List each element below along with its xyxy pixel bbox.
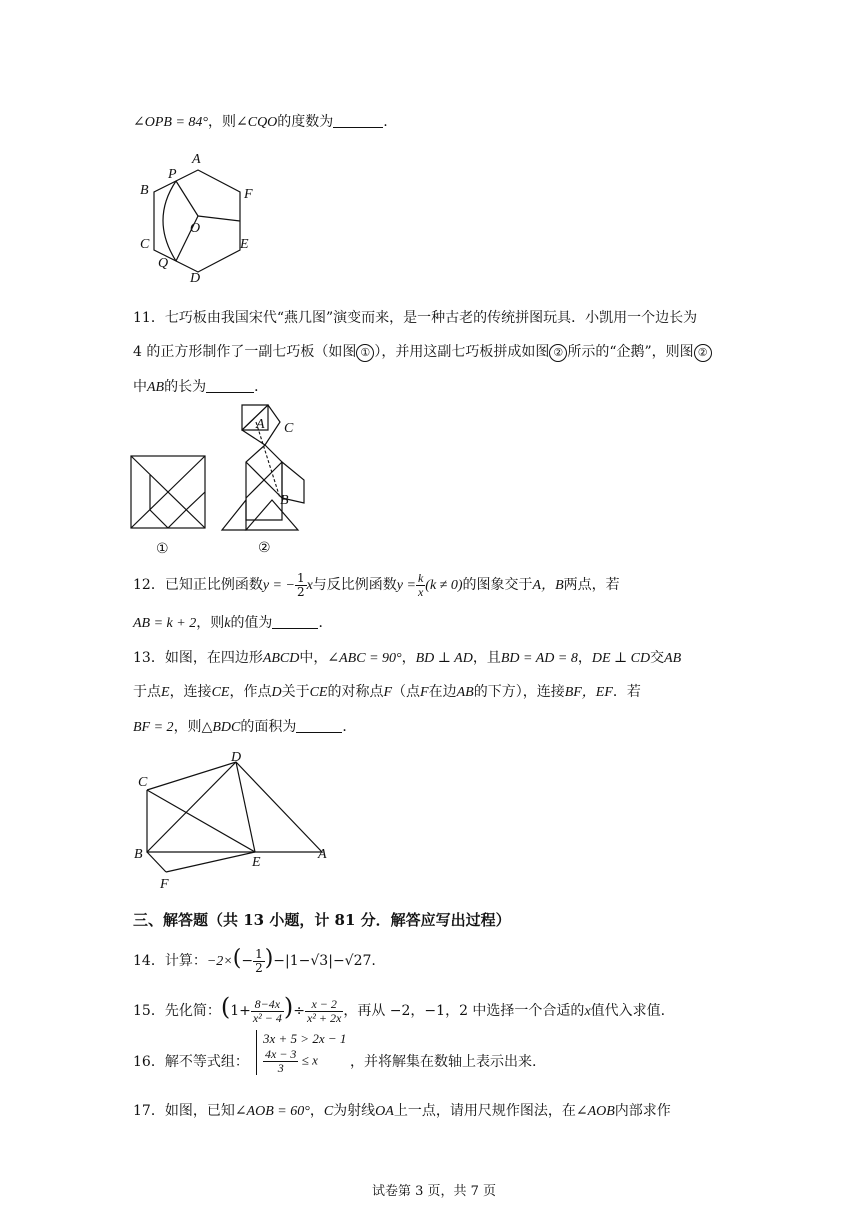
q10-angle-opb: ∠OPB = 84° xyxy=(133,115,208,130)
label-f: F xyxy=(244,187,253,202)
q11-text-c: 所示的“企鹅”，则图 xyxy=(567,344,694,360)
q11-end: ． xyxy=(254,379,269,395)
q11-text-b: ），并用这副七巧板拼成如图 xyxy=(374,344,550,360)
q11-line2 xyxy=(133,342,712,362)
q11-fig2-ref-end: ② xyxy=(694,344,712,362)
q15-line: 15．先化简：(1+ $\frac{8-4x}{\text{x² − 4}}$ )÷ $\frac{x - 2}{\text{x² + 2x}}$ ，再从 −2，−1，2 中选择一个合适的x值代入求值. xyxy=(133,993,666,1025)
q12-ab-eq: AB = k + 2 xyxy=(133,616,197,631)
q11-caption-2: ② xyxy=(258,540,271,556)
q13-answer-blank[interactable] xyxy=(296,718,342,733)
q12-x: x xyxy=(306,578,313,593)
q12-text-val: 的值为 xyxy=(230,615,273,631)
q12-ab: A，B xyxy=(532,578,564,593)
q12-text-i: 两点，若 xyxy=(563,577,620,593)
q13-label-f: F xyxy=(160,877,169,892)
label-q: Q xyxy=(158,256,169,271)
q12-k-cond: (k ≠ 0) xyxy=(425,578,463,593)
q13-label-c: C xyxy=(138,775,148,790)
q17-line: 17．如图，已知∠AOB = 60°，C为射线OA上一点，请用尺规作图法，在∠AOB内部求作 xyxy=(133,1103,671,1119)
q12-text-a: 12．已知正比例函数 xyxy=(133,577,263,593)
q16-label: 16．解不等式组： xyxy=(133,1054,249,1070)
q11-answer-blank[interactable] xyxy=(206,378,254,393)
label-e: E xyxy=(240,237,249,252)
q12-end: ． xyxy=(318,615,333,631)
q12-frac-half: $\frac{1}{2}$ xyxy=(296,570,305,599)
q10-text: ，则 xyxy=(208,114,236,130)
q12-answer-blank[interactable] xyxy=(272,614,318,629)
label-o: O xyxy=(190,221,201,236)
label-c: C xyxy=(140,237,150,252)
q10-angle-cqo: ∠CQO xyxy=(236,115,278,130)
q13-line3: BF = 2，则△BDC的面积为 ． xyxy=(133,719,357,735)
q13-label-b: B xyxy=(134,847,143,862)
arc-pq xyxy=(163,181,176,261)
label-a: A xyxy=(192,152,201,167)
q13-quadrilateral-figure xyxy=(130,748,340,893)
label-d: D xyxy=(190,271,201,286)
q16-tail: ，并将解集在数轴上表示出来. xyxy=(350,1054,537,1070)
q12-line2 xyxy=(133,613,332,634)
q11-label-b: B xyxy=(280,493,289,508)
q11-line1: 11．七巧板由我国宋代“燕几图”演变而来，是一种古老的传统拼图玩具．小凯用一个边长为 xyxy=(133,310,698,326)
q11-tangram-square xyxy=(130,455,210,555)
segment-of xyxy=(198,216,240,221)
q10-line xyxy=(133,112,388,133)
q11-ab: AB xyxy=(147,380,165,395)
q12-y-eq2: y = xyxy=(396,578,416,593)
q13-label-e: E xyxy=(252,855,261,870)
q12-text-d: 与反比例函数 xyxy=(312,577,397,593)
q11-penguin-figure xyxy=(220,400,330,560)
q11-fig1-ref: ① xyxy=(356,344,374,362)
q11-label-c: C xyxy=(284,421,294,436)
q10-answer-blank[interactable] xyxy=(333,113,383,128)
q10-hexagon-figure xyxy=(130,150,260,285)
label-p: P xyxy=(168,167,177,182)
q14-line: 14．计算：−2×(− $\frac{1}{2}$ )−|1−√3|−√27. xyxy=(133,946,376,975)
q13-label-d: D xyxy=(231,750,242,765)
q11-line3 xyxy=(133,377,268,398)
q10-end: . xyxy=(383,114,388,130)
q11-text-len: 的长为 xyxy=(164,379,207,395)
q16-ineq-1: 3x + 5 > 2x − 1 xyxy=(263,1031,347,1046)
q10-tail: 的度数为 xyxy=(277,114,334,130)
q12-text-g: 的图象交于 xyxy=(462,577,533,593)
q16-system xyxy=(256,1030,346,1075)
page-footer: 试卷第 3 页，共 7 页 xyxy=(371,1184,497,1199)
q12-k: k xyxy=(224,616,231,631)
q11-caption-1: ① xyxy=(156,541,169,557)
q13-line1: 13．如图，在四边形ABCD中，∠ABC = 90°，BD ⊥ AD，且BD = AD = 8，DE ⊥ CD交AB xyxy=(133,650,682,666)
q16-ineq-2: $\frac{4x - 3}{3}$ ≤ x xyxy=(265,1047,318,1075)
q12-y-eq: y = − xyxy=(262,578,295,593)
q13-label-a: A xyxy=(318,847,327,862)
q11-fig2-ref: ② xyxy=(549,344,567,362)
q11-label-a: A xyxy=(256,417,265,432)
q12-frac-kx: $\frac{k}{x}$ xyxy=(417,570,424,599)
label-b: B xyxy=(140,183,149,198)
q13-line2: 于点E，连接CE，作点D关于CE的对称点F（点F在边AB的下方），连接BF，EF．若 xyxy=(133,684,641,700)
q12-text-ze: ，则 xyxy=(196,615,225,631)
segment-po xyxy=(176,181,198,216)
q11-text-a: 4 的正方形制作了一副七巧板（如图 xyxy=(133,344,357,360)
q12-line1 xyxy=(133,570,620,601)
section-3-heading: 三、解答题（共 13 小题，计 81 分．解答应写出过程） xyxy=(133,911,511,929)
q11-text-zhong: 中 xyxy=(133,379,147,395)
